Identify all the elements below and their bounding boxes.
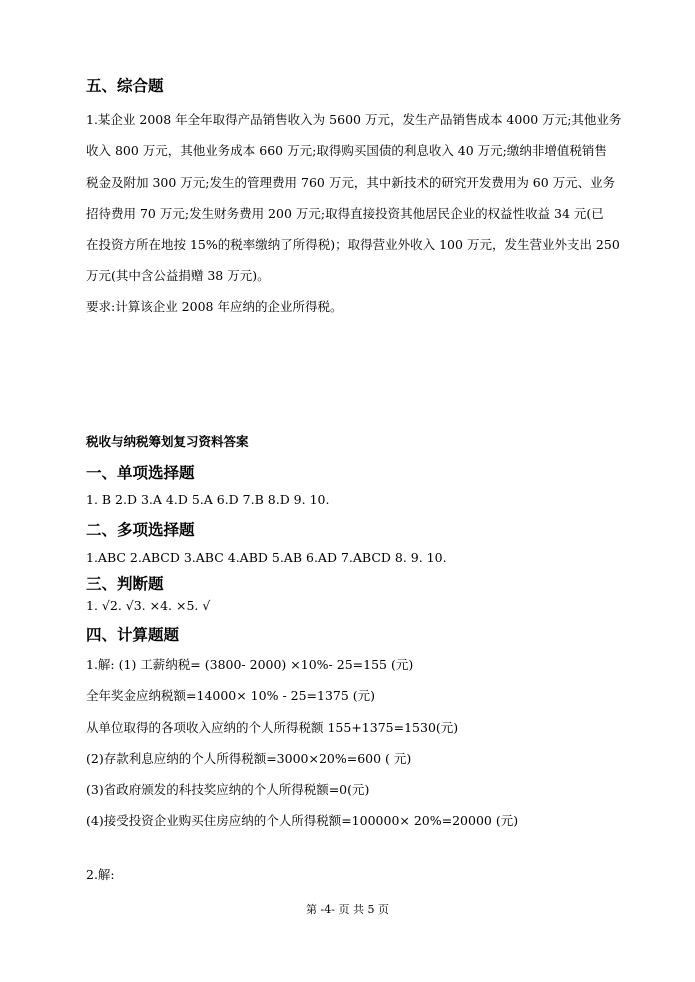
calculation-line: (4)接受投资企业购买住房应纳的个人所得税额=100000× 20%=20000 (元) [86,813,519,828]
calculation-line: 从单位取得的各项收入应纳的个人所得税额 155+1375=1530(元) [86,720,459,735]
question-line: 税金及附加 300 万元;发生的管理费用 760 万元，其中新技术的研究开发费用为 60 万元、业务 [86,175,616,190]
section-heading-multiple-choice: 二、多项选择题 [86,521,195,539]
calculation-q2: 2.解: [86,867,115,882]
section-heading-comprehensive: 五、综合题 [86,77,164,95]
calculation-line: (3)省政府颁发的科技奖应纳的个人所得税额=0(元) [86,782,370,797]
section-heading-calculation: 四、计算题题 [86,626,180,644]
single-choice-answers: 1. B 2.D 3.A 4.D 5.A 6.D 7.B 8.D 9. 10. [86,492,330,507]
answers-title: 税收与纳税筹划复习资料答案 [86,434,249,449]
multiple-choice-answers: 1.ABC 2.ABCD 3.ABC 4.ABD 5.AB 6.AD 7.ABCD 8. 9. 10. [86,550,447,565]
question-line: 收入 800 万元，其他业务成本 660 万元;取得购买国债的利息收入 40 万元;缴纳非增值税销售 [86,143,607,158]
calculation-line: 全年奖金应纳税额=14000× 10% - 25=1375 (元) [86,688,376,703]
question-line: 招待费用 70 万元;发生财务费用 200 万元;取得直接投资其他居民企业的权益性收益 34 元(已 [86,206,604,221]
section-heading-judgement: 三、判断题 [86,575,164,593]
question-line: 万元(其中含公益捐赠 38 万元)。 [86,268,270,283]
question-requirement: 要求:计算该企业 2008 年应纳的企业所得税。 [86,299,343,314]
judgement-answers: 1. √2. √3. ×4. ×5. √ [86,598,211,613]
page-footer: 第 -4- 页 共 5 页 [306,903,389,916]
calculation-line: (2)存款利息应纳的个人所得税额=3000×20%=600 ( 元) [86,751,412,766]
question-line: 1.某企业 2008 年全年取得产品销售收入为 5600 万元，发生产品销售成本 4000 万元;其他业务 [86,112,622,127]
calculation-line: 1.解: (1) 工薪纳税= (3800- 2000) ×10%- 25=155 (元) [86,657,414,672]
section-heading-single-choice: 一、单项选择题 [86,464,195,482]
question-line: 在投资方所在地按 15%的税率缴纳了所得税)；取得营业外收入 100 万元，发生营业外支出 250 [86,237,620,252]
